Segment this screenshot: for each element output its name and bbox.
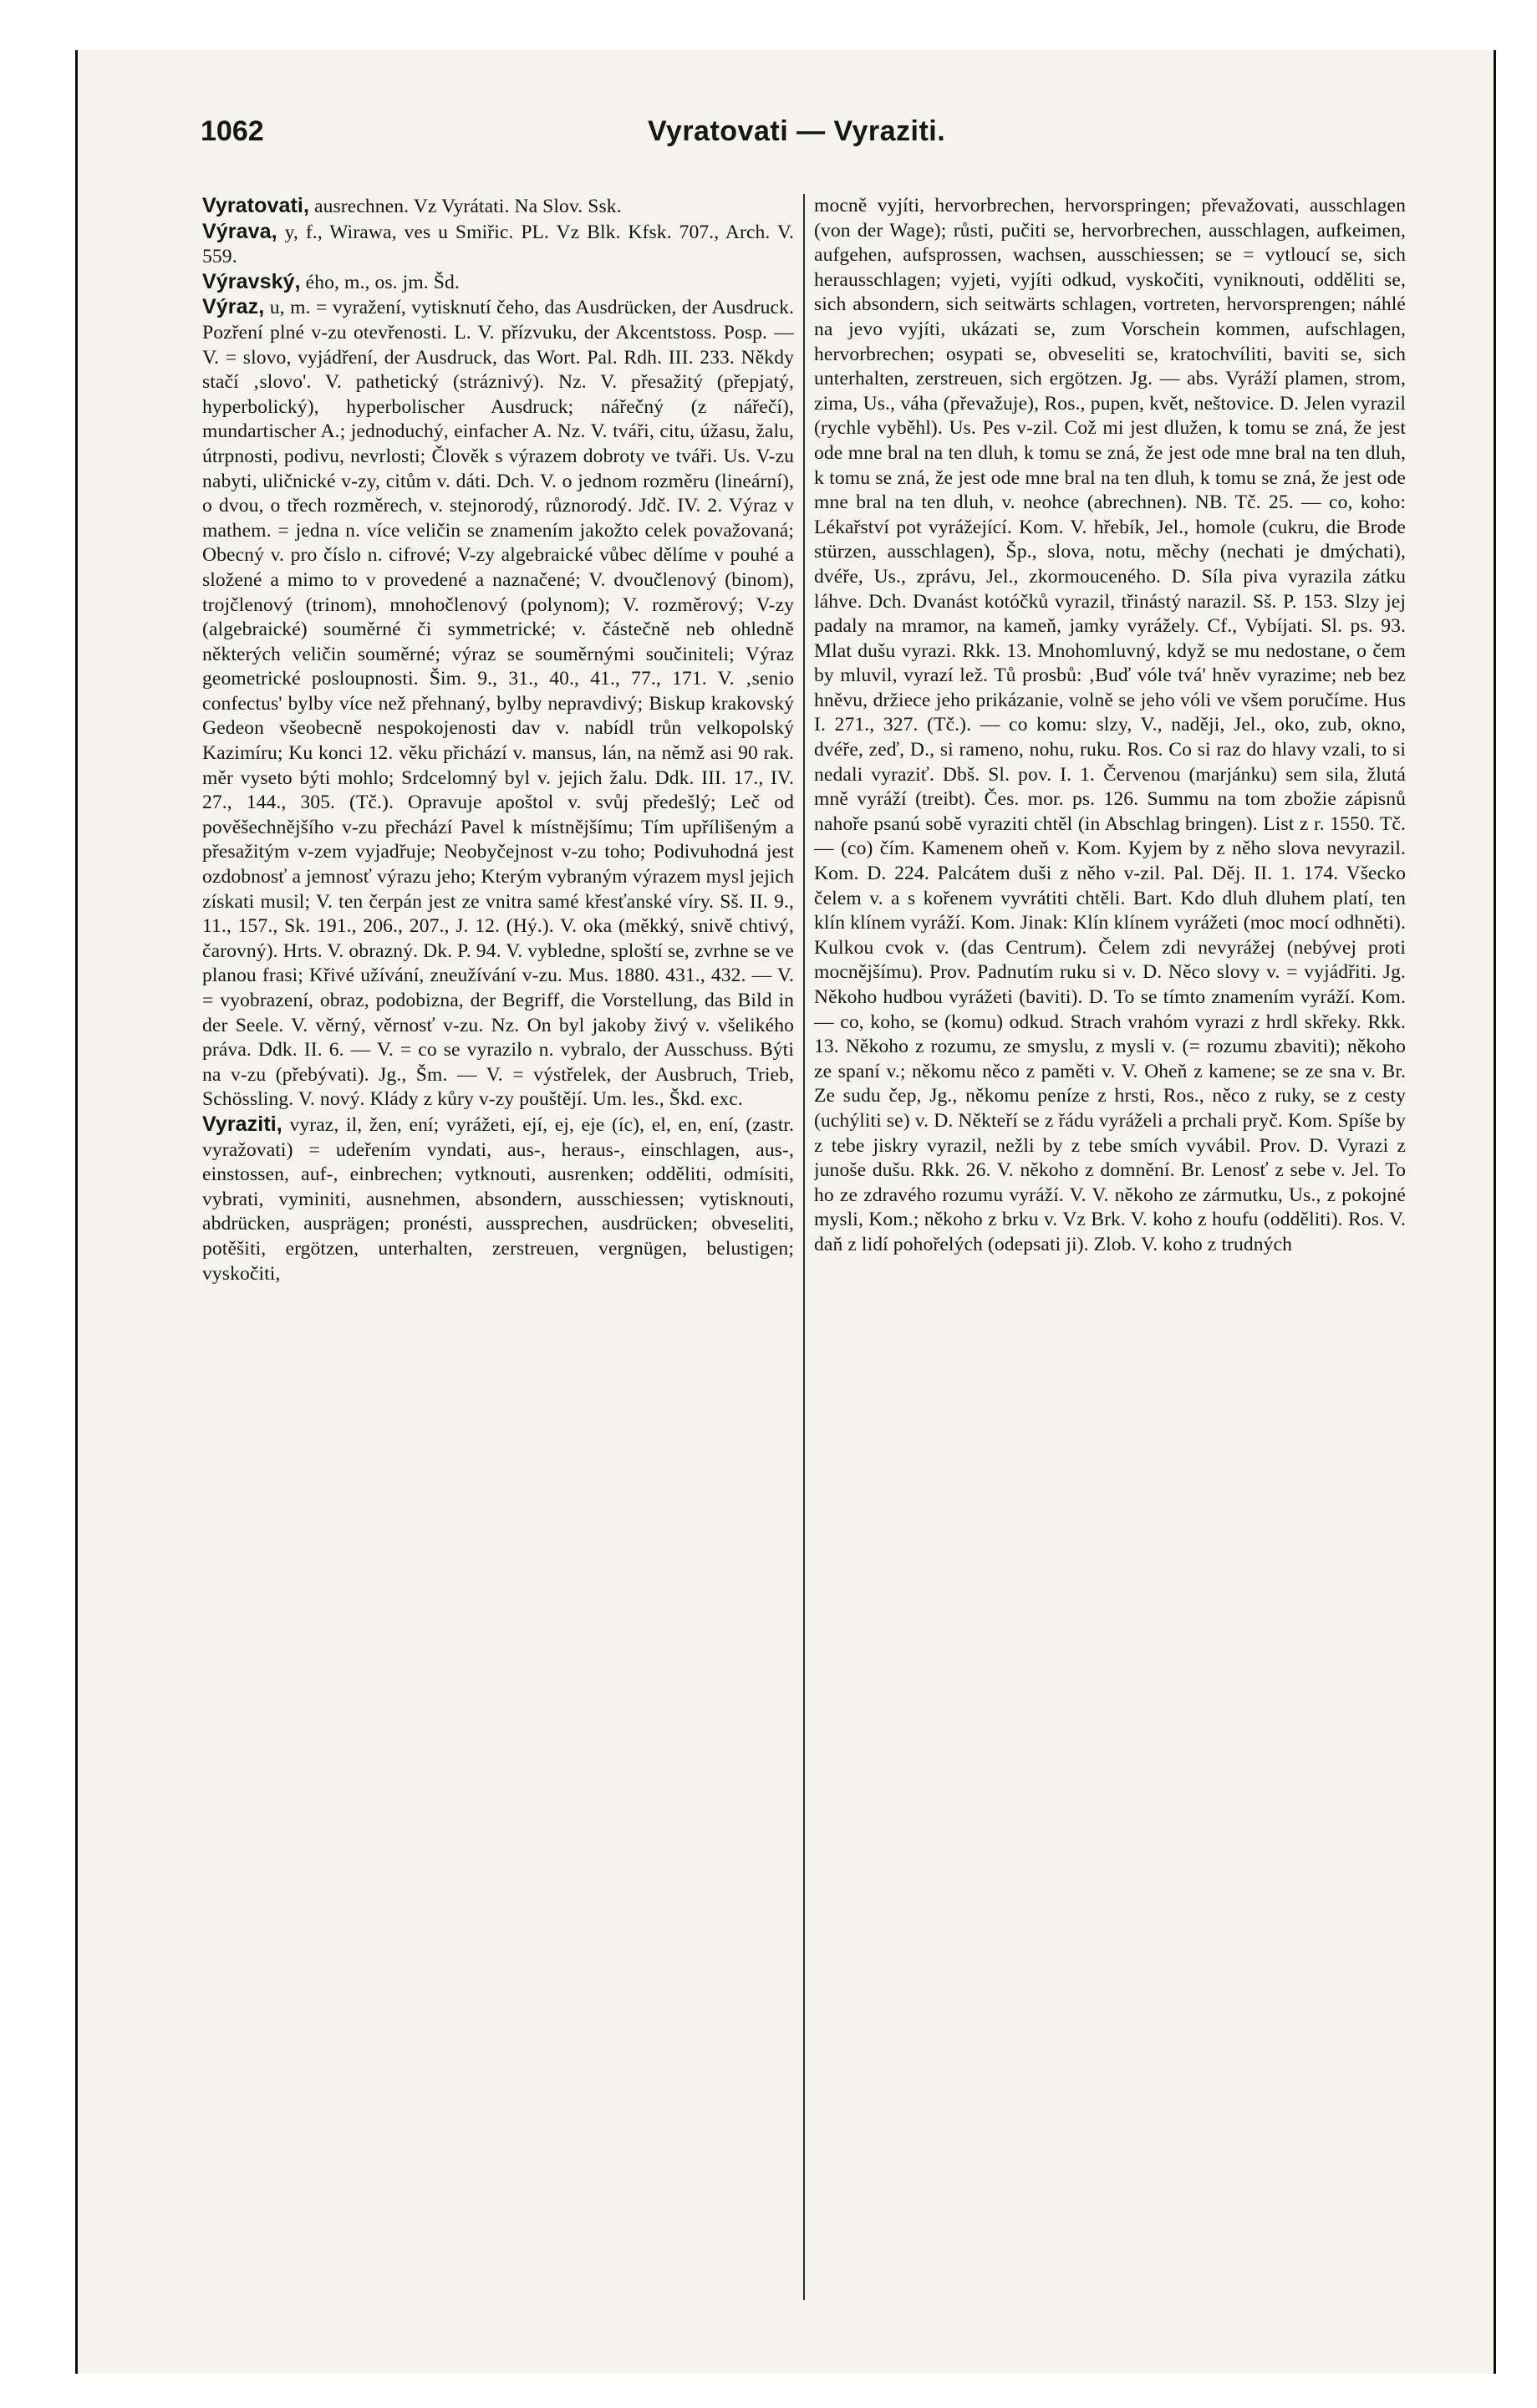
right-column — [814, 194, 1406, 2309]
entry — [202, 1112, 794, 1286]
entry-headword: Výrava, — [202, 219, 277, 243]
column-divider — [803, 194, 805, 2300]
entry-text: y, f., Wirawa, ves u Smiřic. PL. Vz Blk. Kfsk. 707., Arch. V. 559. — [202, 221, 794, 268]
page-header — [125, 109, 1429, 162]
entry-text: ausrechnen. Vz Vyrátati. Na Slov. Ssk. — [309, 196, 622, 217]
entry — [202, 270, 794, 296]
entry — [202, 295, 794, 1112]
entry-headword: Vyraziti, — [202, 1112, 282, 1136]
entry-headword: Vyratovati, — [202, 194, 310, 217]
entry — [202, 220, 794, 270]
running-head: Vyratovati — Vyraziti. — [648, 115, 946, 147]
entry-text: u, m. = vyražení, vytisknutí čeho, das Ausdrücken, der Ausdruck. Pozření plné v-zu otevřenosti. L. V. přízvuku, der Akcentstoss. Posp. — V. = slovo, vyjádření, der Ausdruck, das Wort. Pal. Rdh. III. 233. Někdy stačí ‚slovo'. V. pathetický (stráznivý). Nz. V. přesažitý (přepjatý, hyperbolický), hyperbolischer Ausdruck; nářečný (z nářečí), mundartischer A.; jednoduchý, einfacher A. Nz. V. tváři, citu, úžasu, žalu, útrpnosti, podivu, nevrlosti; Člověk s výrazem dobroty ve tváři. Us. V-zu nabyti, uličnické v-zy, citům v. dáti. Dch. V. o jednom rozměru (lineární), o dvou, o třech rozměrech, v. stejnorodý, různorodý. Jdč. IV. 2. Výraz v mathem. = jedna n. více veličin se znamením jakožto celek považovaná; Obecný v. pro číslo n. cifrové; V-zy algebraické vůbec dělíme v pouhé a složené a mimo to v provedené a naznačené; V. dvoučlenový (binom), trojčlenový (trinom), mnohočlenový (polynom); V. rozměrový; V-zy (algebraické) souměrné či symmetrické; v. částečně neb ohledně některých veličin souměrné; výraz se souměrnými součiniteli; Výraz geometrické posloupnosti. Šim. 9., 31., 40., 41., 77., 171. V. ‚senio confectus' bylby více než přehnaný, bylby nepravdivý; Biskup krakovský Gedeon všeobecně nespokojenosti dav v. nabídl trůn velkopolský Kazimíru; Ku konci 12. věku přichází v. mansus, lán, na němž asi 90 rak. měr vyseto býti mohlo; Srdcelomný byl v. jejich žalu. Ddk. III. 17., IV. 27., 144., 305. (Tč.). Opravuje apoštol v. svůj předešlý; Leč od pověšechnějšího v-zu přechází Pavel k místnějšímu; Tím upřílišeným a přesažitým v-zem vyjadřuje; Neobyčejnost v-zu toho; Podivuhodná jest ozdobnosť a jemnosť výrazu jeho; Kterým vybraným výrazem mysl jejich získati musil; V. ten čerpán jest ze vnitra samé křesťanské víry. Sš. II. 9., 11., 157., Sk. 191., 206., 207., J. 12. (Hý.). V. oka (měkký, snivě chtivý, čarovný). Hrts. V. obrazný. Dk. P. 94. V. vybledne, sploští se, zvrhne se ve planou frasi; Křivé užívání, zneužívání v-zu. Mus. 1880. 431., 432. — V. = vyobrazení, obraz, podobizna, der Begriff, die Vorstellung, das Bild in der Seele. V. věrný, věrnosť v-zu. Nz. On byl jakoby živý v. všelikého práva. Ddk. II. 6. — V. = co se vyrazilo n. vybralo, der Ausschuss. Býti na v-zu (přebývati). Jg., Šm. — V. = výstřelek, der Ausbruch, Trieb, Schössling. V. nový. Klády z kůry v-zy pouštějí. Um. les., Škd. exc. — [202, 297, 794, 1111]
entry-continuation: mocně vyjíti, hervorbrechen, hervorspringen; převažovati, ausschlagen (von der Wage); růsti, pučiti se, hervorbrechen, ausschlagen, aufkeimen, aufgehen, aufsprossen, wachsen, ausschiessen; se = vytloucí se, sich herausschlagen; vyjeti, vyjíti odkud, vyskočiti, vyniknouti, odděliti se, sich absondern, sich seitwärts schlagen, vortreten, hervorsprengen; náhlé na jevo vyjíti, ukázati se, zum Vorschein kommen, aufschlagen, hervorbrechen; osypati se, obveseliti se, kratochvíliti, baviti se, sich unterhalten, zerstreuen, sich ergötzen. Jg. — abs. Vyráží plamen, strom, zima, Us., váha (převažuje), Ros., pupen, květ, neštovice. D. Jelen vyrazil (rychle vyběhl). Us. Pes v-zil. Což mi jest dlužen, k tomu se zná, že jest ode mne bral na ten dluh, k tomu se zná, že jest ode mne bral na ten dluh, k tomu se zná, že jest ode mne bral na ten dluh, k tomu se zná, že jest ode mne bral na ten dluh, v. neohce (abrechnen). NB. Tč. 25. — co, koho: Lékařství pot vyrážející. Kom. V. hřebík, Jel., homole (cukru, die Brode stürzen, ausschlagen), Šp., slova, notu, měchy (nechati je dmýchati), dvéře, Us., zprávu, Jel., zkormouceného. D. Síla piva vyrazila zátku láhve. Dch. Dvanást kotóčků vyrazil, třinástý narazil. Sš. P. 153. Slzy jej padaly na mramor, na kameň, jamky vyrážely. Cf., Vybíjati. Sl. ps. 93. Mlat dušu vyrazi. Rkk. 13. Mnohomluvný, když se mu nedostane, o čem by mluvil, vyrazí lež. Tů prosbů: ‚Buď vóle tvá' hněv vyrazime; neb bez hněvu, držiece jeho prikázanie, volně se jeho vóli ve všem poručíme. Hus I. 271., 327. (Tč.). — co komu: slzy, V., naději, Jel., oko, zub, okno, dvéře, zeď, D., si rameno, nohu, ruku. Ros. Co si raz do hlavy vzali, to si nedali vyraziť. Dbš. Sl. pov. I. 1. Červenou (marjánku) sem sila, žlutá mně vyráží (treibt). Čes. mor. ps. 126. Summu na tom zbožie zápisnů nahoře psanú sobě vyraziti chtěl (in Abschlag bringen). List z r. 1550. Tč. — (co) čím. Kamenem oheň v. Kom. Kyjem by z něho slova nevyrazil. Kom. D. 224. Palcátem duši z něho v-zil. Pal. Děj. II. 1. 174. Všecko čelem v. a s kořenem vyvrátiti chtěli. Bart. Kdo dluh dluhem platí, ten klín klínem vyráží. Kom. Jinak: Klín klínem vyrážeti (moc mocí odhněti). Kulkou cvok v. (das Centrum). Čelem zdi nevyrážej (nebývej proti mocnějšímu). Prov. Padnutím ruku si v. D. Něco slovy v. = vyjádřiti. Jg. Někoho hudbou vyrážeti (baviti). D. To se tímto znamením vyráží. Kom. — co, koho, se (komu) odkud. Strach vrahóm vyrazi z hrdl skřeky. Rkk. 13. Někoho z rozumu, ze smyslu, z mysli v. (= rozumu zbaviti); někoho ze spaní v.; někomu něco z paměti v. V. Oheň z kamene; se ze sna v. Br. Ze sudu čep, Jg., někomu peníze z hrsti, Ros., něco z ruky, se z cesty (uchýliti se) v. D. Někteří se z řádu vyráželi a prchali pryč. Kom. Spíše by z tebe jiskry vyrazil, nežli by z tebe smích vyvábil. Prov. D. Vyrazi z junoše dušu. Rkk. 26. V. někoho z domnění. Br. Lenosť z sebe v. Jel. To ho ze zdravého rozumu vyráží. V. V. někoho ze zármutku, Us., z pokojné mysli, Kom.; někoho z brku v. Vz Brk. V. koho z houfu (odděliti). Ros. V. daň z lidí pohořelých (odepsati ji). Zlob. V. koho z trudných — [814, 195, 1406, 1255]
entry-headword: Výravský, — [202, 269, 301, 293]
left-column — [202, 194, 794, 2309]
entry-text: ého, m., os. jm. Šd. — [300, 271, 460, 293]
entry-headword: Výraz, — [202, 295, 265, 319]
entry — [202, 194, 794, 220]
page-number: 1062 — [201, 115, 264, 147]
entry-text: vyraz, il, žen, ení; vyrážeti, ejí, ej, eje (íc), el, en, ení, (zastr. vyražovati) = udeřením vyndati, aus-, heraus-, einschlagen, aus-, einstossen, auf-, einbrechen; vytknouti, ausrenken; odděliti, odmísiti, vybrati, vyminiti, ausnehmen, absondern, ausschiessen; vytisknouti, abdrücken, ausprägen; pronésti, aussprechen, ausdrücken; obveseliti, potěšiti, ergötzen, unterhalten, zerstreuen, vergnügen, belustigen; vyskočiti, — [202, 1113, 794, 1285]
